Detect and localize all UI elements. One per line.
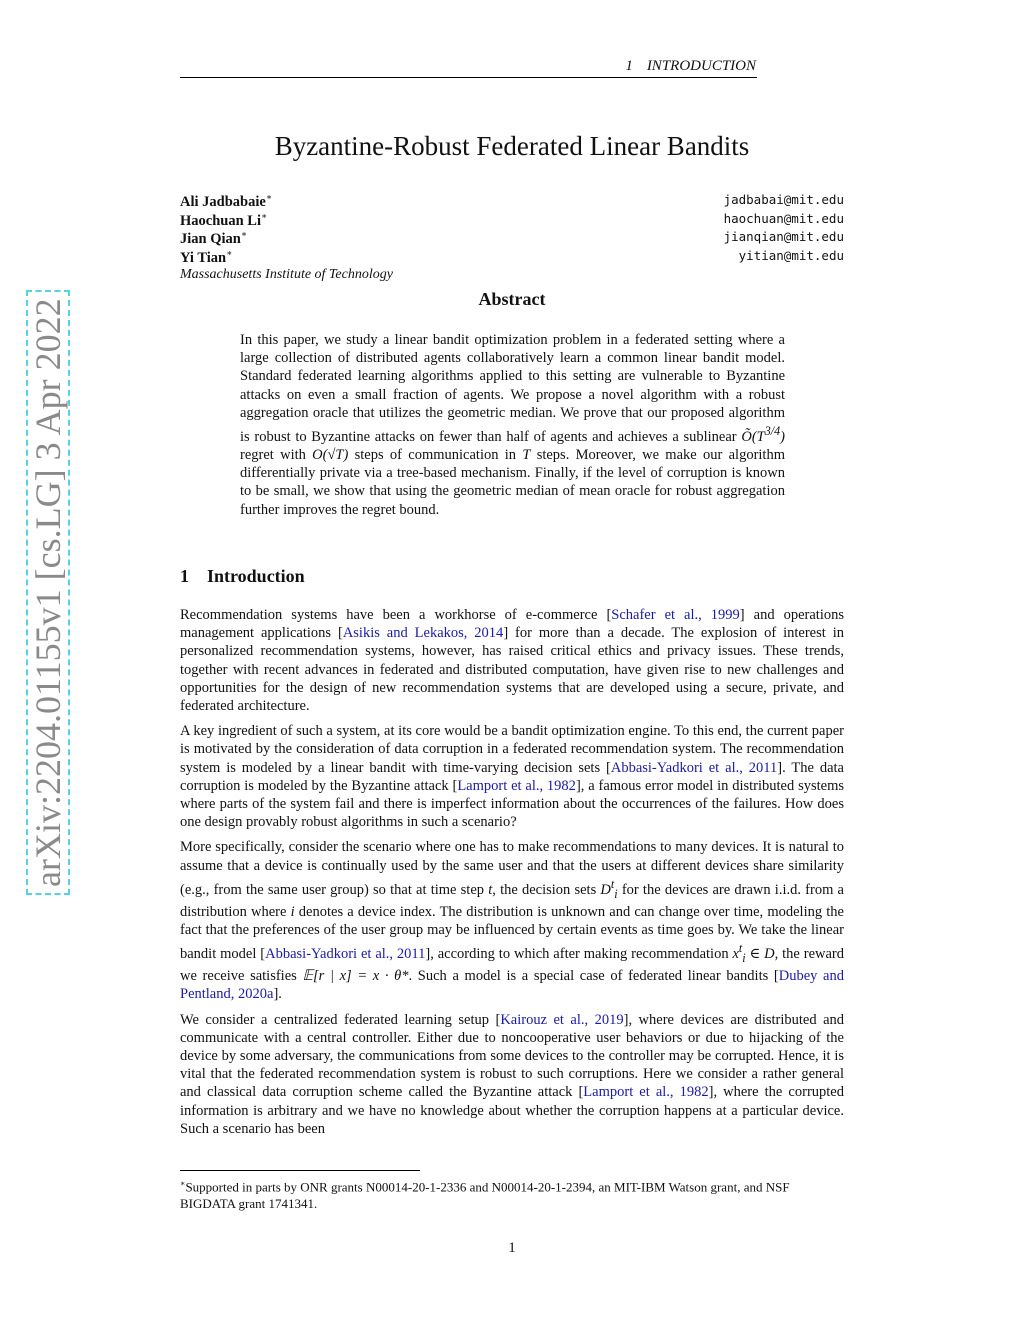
author-block bbox=[180, 192, 844, 283]
citation-link[interactable]: Asikis and Lekakos, 2014 bbox=[342, 625, 504, 642]
arxiv-stamp: arXiv:2204.01155v1 [cs.LG] 3 Apr 2022 bbox=[26, 290, 70, 895]
paragraph: A key ingredient of such a system, at its core would be a bandit optimization engine. To this end, the current paper is motivated by the consideration of data corruption in a federated recommendation system. The recommendation system is modeled by a linear bandit with time-varying decision sets [Abbasi-Yadkori et al., 2011]. The data corruption is modeled by the Byzantine attack [Lamport et al., 1982], a famous error model in distributed systems where parts of the system fail and there is imperfect information about the occurrences of the failures. How does one design provably robust algorithms in such a scenario? bbox=[180, 723, 845, 831]
author-name: Jian Qian∗ bbox=[180, 229, 247, 247]
paragraph: Recommendation systems have been a workhorse of e-commerce [Schafer et al., 1999] and operations management applications [Asikis and Lekakos, 2014] for more than a decade. The explosion of interest in personalized recommendation systems, however, has raised critical ethics and privacy issues. These trends, together with recent advances in federated and distributed computation, have given rise to new challenges and opportunities for the design of new recommendation systems that are developed using a secure, private, and federated architecture. bbox=[180, 607, 844, 715]
author-row bbox=[180, 192, 844, 211]
citation-link[interactable]: Schafer et al., 1999 bbox=[611, 607, 740, 623]
author-row bbox=[180, 211, 844, 230]
author-email[interactable]: yitian@mit.edu bbox=[738, 247, 844, 263]
author-email[interactable]: haochuan@mit.edu bbox=[723, 210, 844, 226]
citation-link[interactable]: Dubey and Pentland, 2020a bbox=[180, 968, 844, 1003]
footnote: ∗Supported in parts by ONR grants N00014-20-1-2336 and N00014-20-1-2394, an MIT-IBM Watson grant, and NSF BIGDATA grant 1741341. bbox=[180, 1179, 790, 1212]
affiliation: Massachusetts Institute of Technology bbox=[180, 267, 393, 282]
paragraph: More specifically, consider the scenario where one has to make recommendations to many devices. It is natural to assume that a device is continually used by the same user and that the users at different devices share similarity (e.g., from the same user group) so that at time step t, the decision sets $D^t_i$ for the devices are drawn i.i.d. from a distribution where i denotes a device index. The distribution is unknown and can change over time, modeling the fact that the preferences of the user group may be influenced by certain events as time goes by. We take the linear bandit model [Abbasi-Yadkori et al., 2011], according to which after making recommendation $x^t_i$ ∈ D, the reward we receive satisfies 𝔼[r | x] = x · θ*. Such a model is a special case of federated linear bandits [Dubey and Pentland, 2020a]. bbox=[180, 839, 844, 1003]
author-email[interactable]: jadbabai@mit.edu bbox=[723, 192, 844, 207]
citation-link[interactable]: Lamport et al., 1982 bbox=[583, 1084, 709, 1101]
header-section-number: 1 bbox=[625, 58, 633, 74]
abstract-heading: Abstract bbox=[478, 289, 546, 309]
citation-link[interactable]: Abbasi-Yadkori et al., 2011 bbox=[610, 759, 778, 776]
author-row bbox=[180, 229, 844, 248]
math-T: T bbox=[522, 447, 531, 464]
running-header bbox=[625, 58, 756, 75]
paragraph: We consider a centralized federated learning setup [Kairouz et al., 2019], where devices are distributed and communicate with a central controller. Either due to noncooperative user behaviors or due to hijacking of the device by some adversary, the communications from some devices to the controller may be corrupted. Hence, it is vital that the federated recommendation system is robust to such corruptions. Here we consider a rather general and classical data corruption scheme called the Byzantine attack [Lamport et al., 1982], where the corrupted information is arbitrary and we have no knowledge about whether the corruption happens at a particular device. Such a scenario has been bbox=[180, 1011, 845, 1137]
math-comm: O(√T) bbox=[312, 447, 349, 464]
author-row bbox=[180, 248, 844, 267]
footnote-rule bbox=[180, 1170, 420, 1171]
page-number: 1 bbox=[508, 1240, 516, 1256]
citation-link[interactable]: Abbasi-Yadkori et al., 2011 bbox=[265, 946, 426, 962]
math-regret: $Õ(T^{3/4})$ bbox=[741, 424, 785, 445]
body-text bbox=[180, 606, 844, 1145]
section-heading: 1 Introduction bbox=[180, 566, 305, 586]
citation-link[interactable]: Lamport et al., 1982 bbox=[457, 777, 576, 794]
abstract-text: In this paper, we study a linear bandit optimization problem in a federated setting where a large collection of distributed agents collaboratively learn a common linear bandit model. Standard federated learning algorithms applied to this setting are vulnerable to Byzantine attacks on even a small fraction of agents. We propose a novel algorithm with a robust aggregation oracle that utilizes the geometric median. We prove that our proposed algorithm is robust to Byzantine attacks on fewer than half of agents and achieves a sublinear $Õ(T^{3/4})$ regret with O(√T) steps of communication in T steps. Moreover, we make our algorithm differentially private via a tree-based mechanism. Finally, if the level of corruption is known to be small, we show that using the geometric median of mean oracle for robust aggregation further improves the regret bound. bbox=[240, 332, 785, 518]
paper-title: Byzantine-Robust Federated Linear Bandits bbox=[274, 131, 750, 161]
author-email[interactable]: jianqian@mit.edu bbox=[723, 229, 844, 244]
header-section-title: INTRODUCTION bbox=[646, 58, 756, 74]
author-name: Yi Tian∗ bbox=[180, 247, 233, 266]
header-rule bbox=[180, 77, 757, 78]
author-name: Haochuan Li∗ bbox=[180, 210, 268, 229]
author-name: Ali Jadbabaie∗ bbox=[180, 192, 272, 210]
citation-link[interactable]: Kairouz et al., 2019 bbox=[500, 1011, 624, 1028]
